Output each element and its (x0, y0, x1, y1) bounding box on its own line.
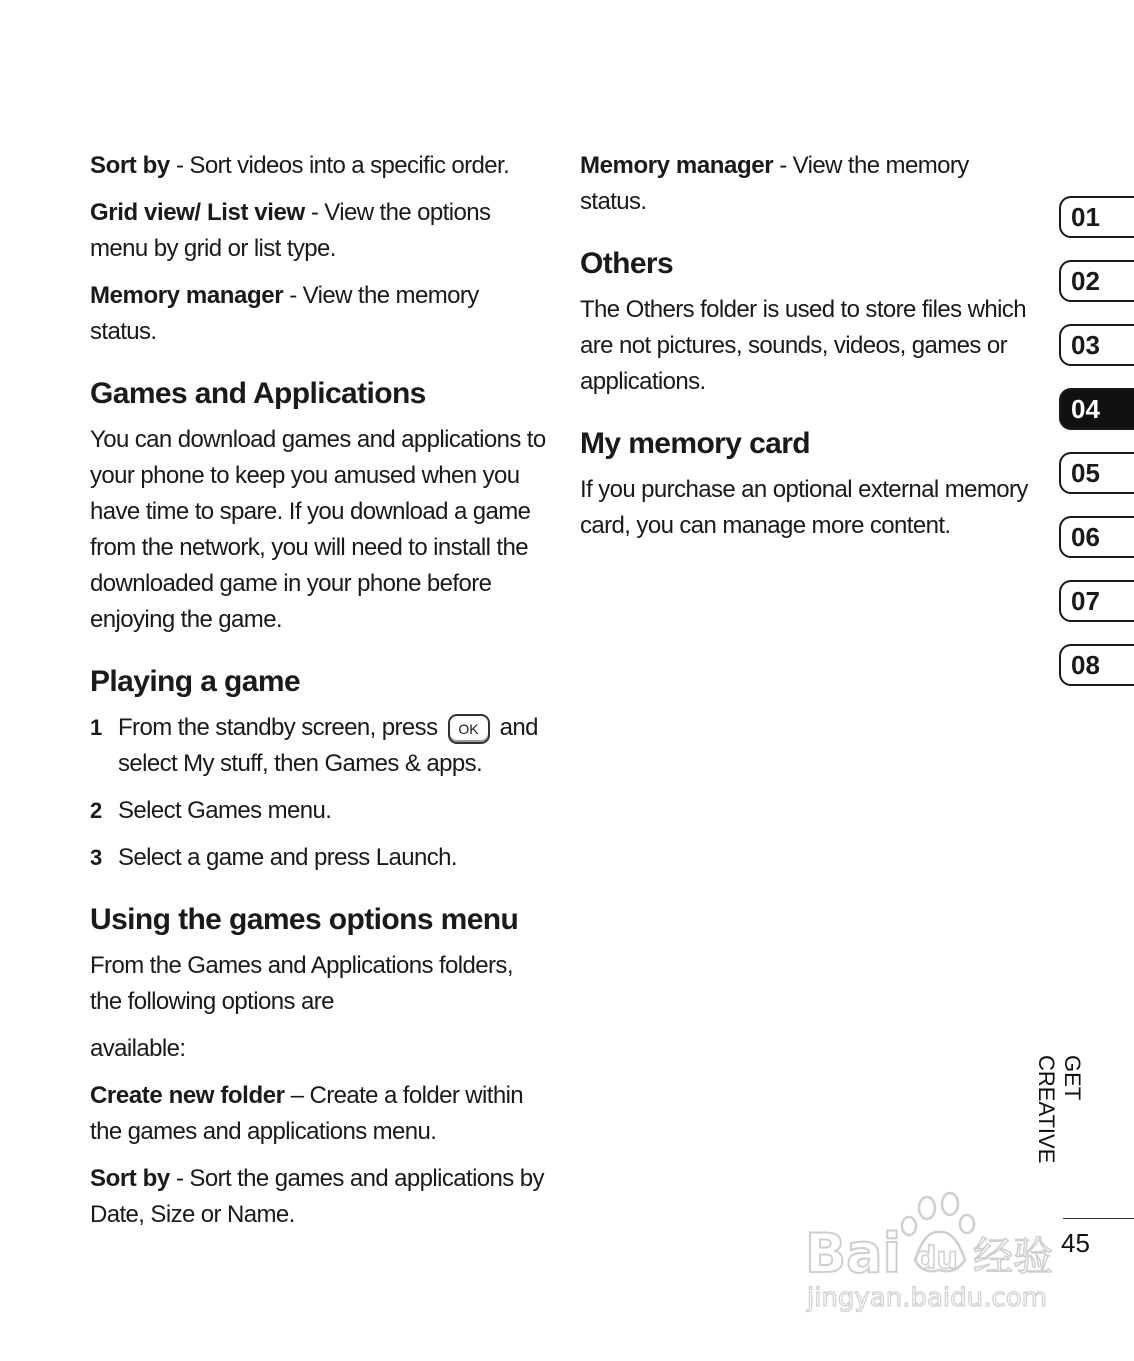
chapter-tab-04[interactable]: 04 (1059, 388, 1134, 430)
section-heading-games: Games and Applications (90, 377, 426, 410)
step-item (90, 793, 550, 829)
chapter-tab-02[interactable]: 02 (1059, 260, 1134, 302)
chapter-tab-05[interactable]: 05 (1059, 452, 1134, 494)
step-number: 2 (90, 798, 103, 823)
term-description: - View the options menu by grid or list type. (90, 199, 491, 262)
term-label: Memory manager (90, 282, 284, 309)
create-folder-entry (90, 1078, 550, 1150)
step-number: 1 (90, 715, 103, 740)
page-number-rule (1063, 1218, 1134, 1219)
memory-manager-entry (90, 278, 550, 350)
step-text: Select a game and press Launch. (118, 844, 457, 871)
step-text-before: From the standby screen, press (118, 714, 444, 741)
options-intro-text: From the Games and Applications folders, the following options are (90, 952, 513, 1015)
step-item (90, 710, 550, 782)
sort-by-games-entry (90, 1161, 550, 1233)
section-heading-playing: Playing a game (90, 665, 301, 698)
others-body-text: The Others folder is used to store files which are not pictures, sounds, videos, games or applications. (580, 296, 1026, 395)
options-intro-text-cont: available: (90, 1035, 186, 1062)
term-label: Sort by (90, 1165, 170, 1192)
sort-by-videos-entry (90, 148, 550, 184)
svg-text:Bai: Bai (805, 1222, 902, 1285)
games-body-text: You can download games and applications to your phone to keep you amused when you have time to spare. If you download a game from the network, you will need to install the downloaded game in your phone before enjoying the game. (90, 426, 546, 633)
svg-text:经验: 经验 (973, 1234, 1053, 1280)
step-text-after: and select My stuff, then Games & apps. (118, 714, 538, 777)
baidu-watermark-logo (805, 1190, 1065, 1315)
step-number: 3 (90, 845, 103, 870)
term-description: - Sort the games and applications by Date, Size or Name. (90, 1165, 544, 1228)
chapter-tab-07[interactable]: 07 (1059, 580, 1134, 622)
left-column (90, 148, 550, 1244)
term-description: - View the memory status. (580, 152, 969, 215)
section-label: GET CREATIVE (1034, 1055, 1085, 1164)
ok-key-icon: OK (448, 714, 490, 744)
section-heading-memory-card: My memory card (580, 427, 811, 460)
chapter-tab-08[interactable]: 08 (1059, 644, 1134, 686)
chapter-tabs (1059, 196, 1134, 708)
right-column (580, 148, 1030, 555)
memory-manager-entry (580, 148, 1030, 220)
step-text: Select Games menu. (118, 797, 332, 824)
step-text (118, 710, 550, 782)
term-label: Create new folder (90, 1082, 285, 1109)
section-heading-others: Others (580, 247, 674, 280)
steps-list (90, 710, 550, 876)
term-label: Memory manager (580, 152, 774, 179)
svg-text:jingyan.baidu.com: jingyan.baidu.com (807, 1283, 1047, 1313)
chapter-tab-06[interactable]: 06 (1059, 516, 1134, 558)
page-number: 45 (1061, 1228, 1090, 1258)
chapter-tab-01[interactable]: 01 (1059, 196, 1134, 238)
term-description: - Sort videos into a specific order. (169, 152, 510, 179)
chapter-tab-03[interactable]: 03 (1059, 324, 1134, 366)
memory-card-body-text: If you purchase an optional external memory card, you can manage more content. (580, 476, 1028, 539)
term-description: - View the memory status. (90, 282, 479, 345)
term-label: Sort by (90, 152, 170, 179)
step-item (90, 840, 550, 876)
svg-text:du: du (915, 1241, 958, 1276)
term-description: – Create a folder within the games and applications menu. (90, 1082, 524, 1145)
grid-view-entry (90, 195, 550, 267)
term-label: Grid view/ List view (90, 199, 305, 226)
section-heading-options: Using the games options menu (90, 903, 519, 936)
